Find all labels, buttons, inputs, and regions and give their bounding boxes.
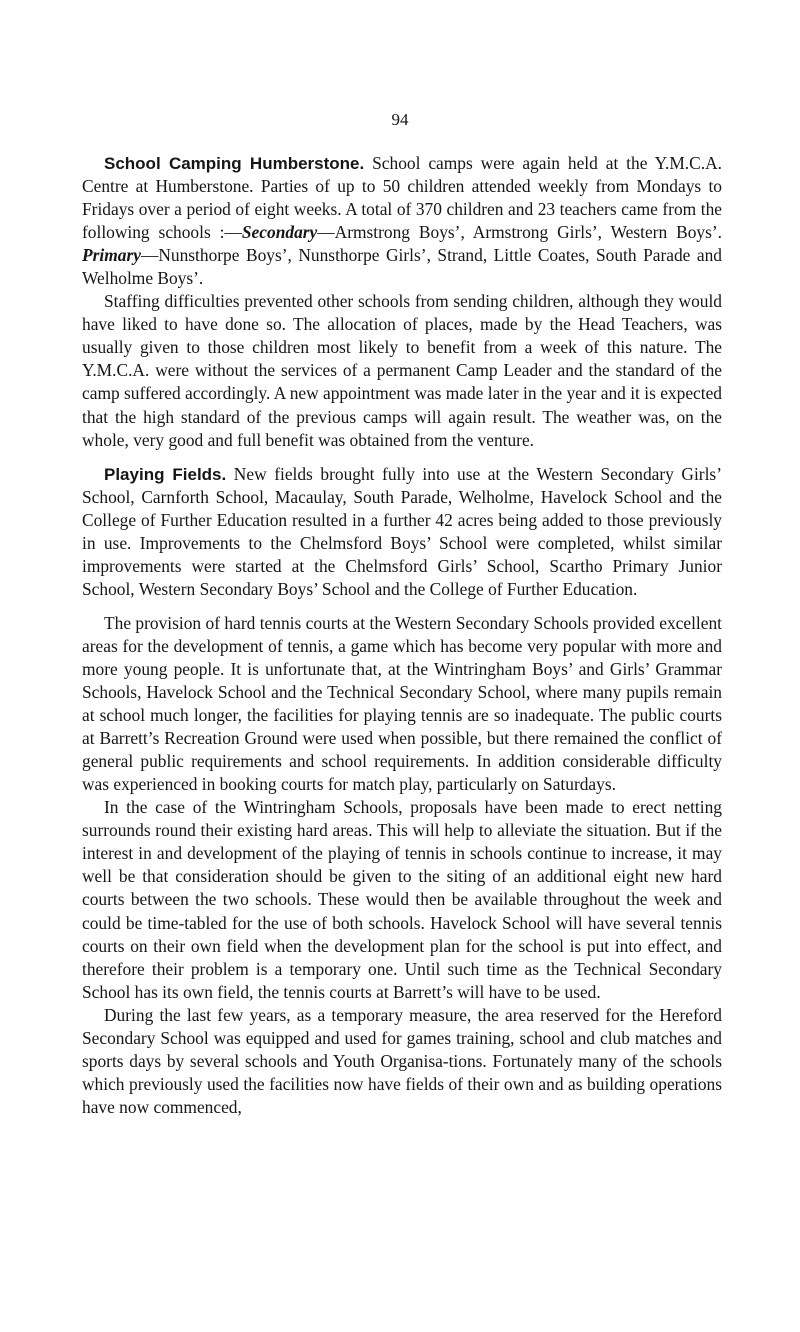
document-body bbox=[82, 152, 722, 1119]
heading-school-camping: School Camping Humberstone. bbox=[104, 154, 365, 173]
italic-primary: Primary bbox=[82, 245, 141, 266]
page-number: 94 bbox=[391, 110, 409, 129]
paragraph-wintringham: In the case of the Wintringham Schools, proposals have been made to erect netting surrounds round their existing hard areas. This will help to alleviate the situation. But if the interest in and development of the playing of tennis in schools continue to increase, it may well be that consideration should be given to the siting of an additional eight new hard courts between the two schools. These would then be available throughout the week and could be time-tabled for the use of both schools. Havelock School will have several tennis courts on their own field when the development plan for the school is put into effect, and therefore their problem is a temporary one. Until such time as the Technical Secondary School has its own field, the tennis courts at Barrett’s will have to be used. bbox=[82, 797, 722, 1002]
paragraph-text: New fields brought fully into use at the Western Secondary Girls’ School, Carnforth School, Macaulay, South Parade, Welholme, Havelock School and the College of Further Education resulted in a further 42 acres being added to those previously in use. Improvements to the Chelmsford Boys’ School were completed, whilst similar improvements were started at the Chelmsford Girls’ School, Scartho Primary Junior School, Western Secondary Boys’ School and the College of Further Education. bbox=[82, 463, 722, 599]
paragraph-tennis-courts: The provision of hard tennis courts at the Western Secondary Schools provided excellent areas for the development of tennis, a game which has become very popular with more and more young people. It is unfortunate that, at the Wintringham Boys’ and Girls’ Grammar Schools, Havelock School and the Technical Secondary School, where many pupils remain at school much longer, the facilities for playing tennis are so inadequate. The public courts at Barrett’s Recreation Ground were used when possible, but there remained the conflict of general public requirements and school requirements. In addition considerable difficulty was experienced in booking courts for match play, particularly on Saturdays. bbox=[82, 612, 722, 795]
paragraph-text: School camps were again held at the Y.M.C.A. Centre at Humberstone. Parties of up to 50 children attended weekly from Mondays to Fridays over a period of eight weeks. A total of 370 children and 23 teachers came from the following schools :— bbox=[82, 153, 722, 243]
paragraph-staffing: Staffing difficulties prevented other schools from sending children, although they would have liked to have done so. The allocation of places, made by the Head Teachers, was usually given to those children most likely to benefit from a week of this nature. The Y.M.C.A. were without the services of a permanent Camp Leader and the standard of the camp suffered accordingly. A new appointment was made later in the year and it is expected that the high standard of the previous camps will again result. The weather was, on the whole, very good and full benefit was obtained from the venture. bbox=[82, 291, 722, 450]
paragraph-hereford: During the last few years, as a temporary measure, the area reserved for the Hereford Secondary School was equipped and used for games training, school and club matches and sports days by several schools and Youth Organisa-tions. Fortunately many of the schools which previously used the facilities now have fields of their own and as building operations have now commenced, bbox=[82, 1004, 722, 1117]
heading-playing-fields: Playing Fields. bbox=[104, 464, 227, 484]
paragraph-text: —Armstrong Boys’, Armstrong Girls’, Western Boys’. bbox=[317, 222, 722, 243]
paragraph-school-camping bbox=[82, 152, 722, 290]
italic-secondary: Secondary bbox=[241, 222, 318, 243]
paragraph-text: —Nunsthorpe Boys’, Nunsthorpe Girls’, Strand, Little Coates, South Parade and Welholme Boys’. bbox=[82, 245, 722, 289]
paragraph-playing-fields bbox=[82, 463, 722, 601]
